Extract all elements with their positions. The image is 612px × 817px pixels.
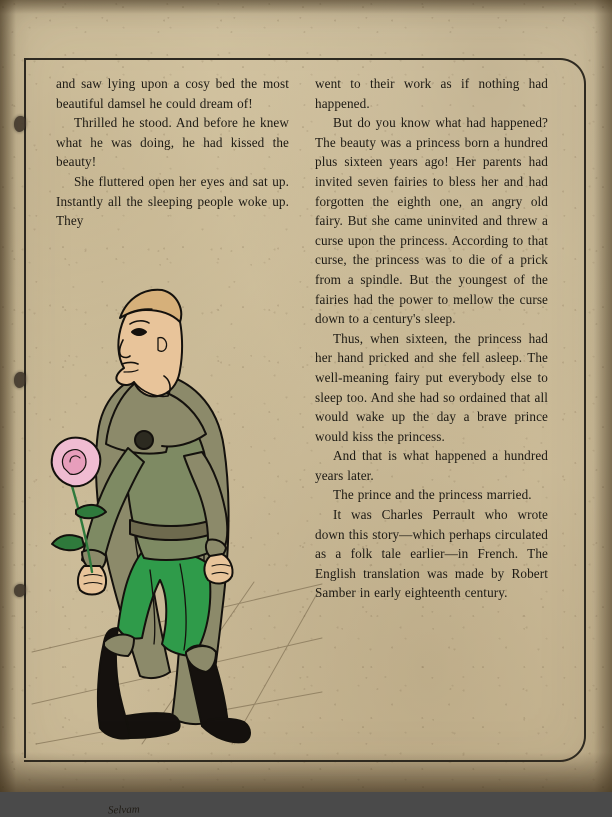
paragraph: And that is what happened a hundred years later. <box>315 448 548 483</box>
paragraph: It was Charles Perrault who wrote down this story—which perhaps circulated as a folk tale earlier—in French. The English translation was made by Robert Samber in early eighteenth century. <box>315 507 548 601</box>
artist-signature: Selvam <box>107 803 140 817</box>
paragraph: Thus, when sixteen, the princess had her hand pricked and she fell asleep. The well-meaning fairy put everybody else to sleep too. And she had so ordained that all would wake up the day a brave prince would kiss the princess. <box>315 330 548 444</box>
page-edge-shadow-top <box>0 0 612 14</box>
paragraph: went to their work as if nothing had happened. <box>315 76 548 111</box>
paragraph: Thrilled he stood. And before he knew what he was doing, he had kissed the beauty! <box>56 115 289 170</box>
prince-with-rose-illustration <box>22 252 322 817</box>
punch-hole <box>14 116 26 132</box>
page-edge-shadow-right <box>594 0 612 792</box>
paragraph: and saw lying upon a cosy bed the most beautiful damsel he could dream of! <box>56 76 289 111</box>
page-edge-shadow-bottom <box>0 752 612 792</box>
paragraph: The prince and the princess married. <box>333 487 532 503</box>
text-columns <box>56 74 548 817</box>
paragraph: But do you know what had happened? The beauty was a princess born a hundred plus sixteen years ago! Her parents had invited seven fairies to bless her and had forgotten the eighth one, an angry old fairy. But she came uninvited and threw a curse upon the princess. According to that curse, the princess was to die of a prick from a spindle. But the youngest of the fairies had the power to mellow the curse down to a century's sleep. <box>315 115 548 327</box>
right-column <box>315 74 548 746</box>
left-column <box>56 74 289 817</box>
page-edge-shadow-left <box>0 0 16 792</box>
paragraph: She fluttered open her eyes and sat up. Instantly all the sleeping people woke up. They <box>56 173 289 229</box>
